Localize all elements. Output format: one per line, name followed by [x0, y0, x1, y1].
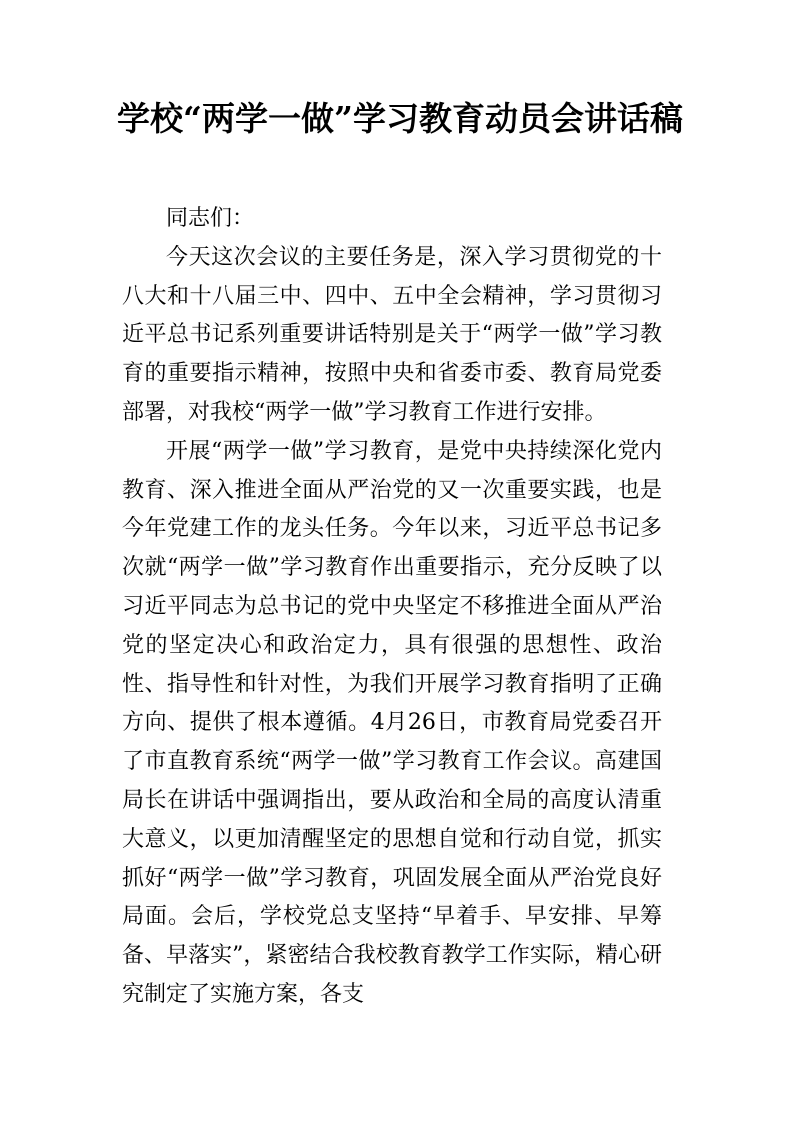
salutation: 同志们：: [166, 206, 255, 231]
document-body: [122, 200, 662, 1015]
paragraph: 开展“两学一做”学习教育，是党中央持续深化党内教育、深入推进全面从严治党的又一次重要实践，也是今年党建工作的龙头任务。今年以来，习近平总书记多次就“两学一做”学习教育作出重要指示，充分反映了以习近平同志为总书记的党中央坚定不移推进全面从严治党的坚定决心和政治定力，具有很强的思想性、政治性、指导性和针对性，为我们开展学习教育指明了正确方向、提供了根本遵循。4月26日，市教育局党委召开了市直教育系统“两学一做”学习教育工作会议。高建国局长在讲话中强调指出，要从政治和全局的高度认清重大意义，以更加清醒坚定的思想自觉和行动自觉，抓实抓好“两学一做”学习教育，巩固发展全面从严治党良好局面。会后，学校党总支坚持“早着手、早安排、早筹备、早落实”，紧密结合我校教育教学工作实际，精心研究制定了实施方案，各支: [122, 438, 662, 1007]
paragraph: 今天这次会议的主要任务是，深入学习贯彻党的十八大和十八届三中、四中、五中全会精神，学习贯彻习近平总书记系列重要讲话特别是关于“两学一做”学习教育的重要指示精神，按照中央和省委市委、教育局党委部署，对我校“两学一做”学习教育工作进行安排。: [122, 244, 662, 425]
document-title: 学校“两学一做”学习教育动员会讲话稿: [117, 99, 683, 138]
